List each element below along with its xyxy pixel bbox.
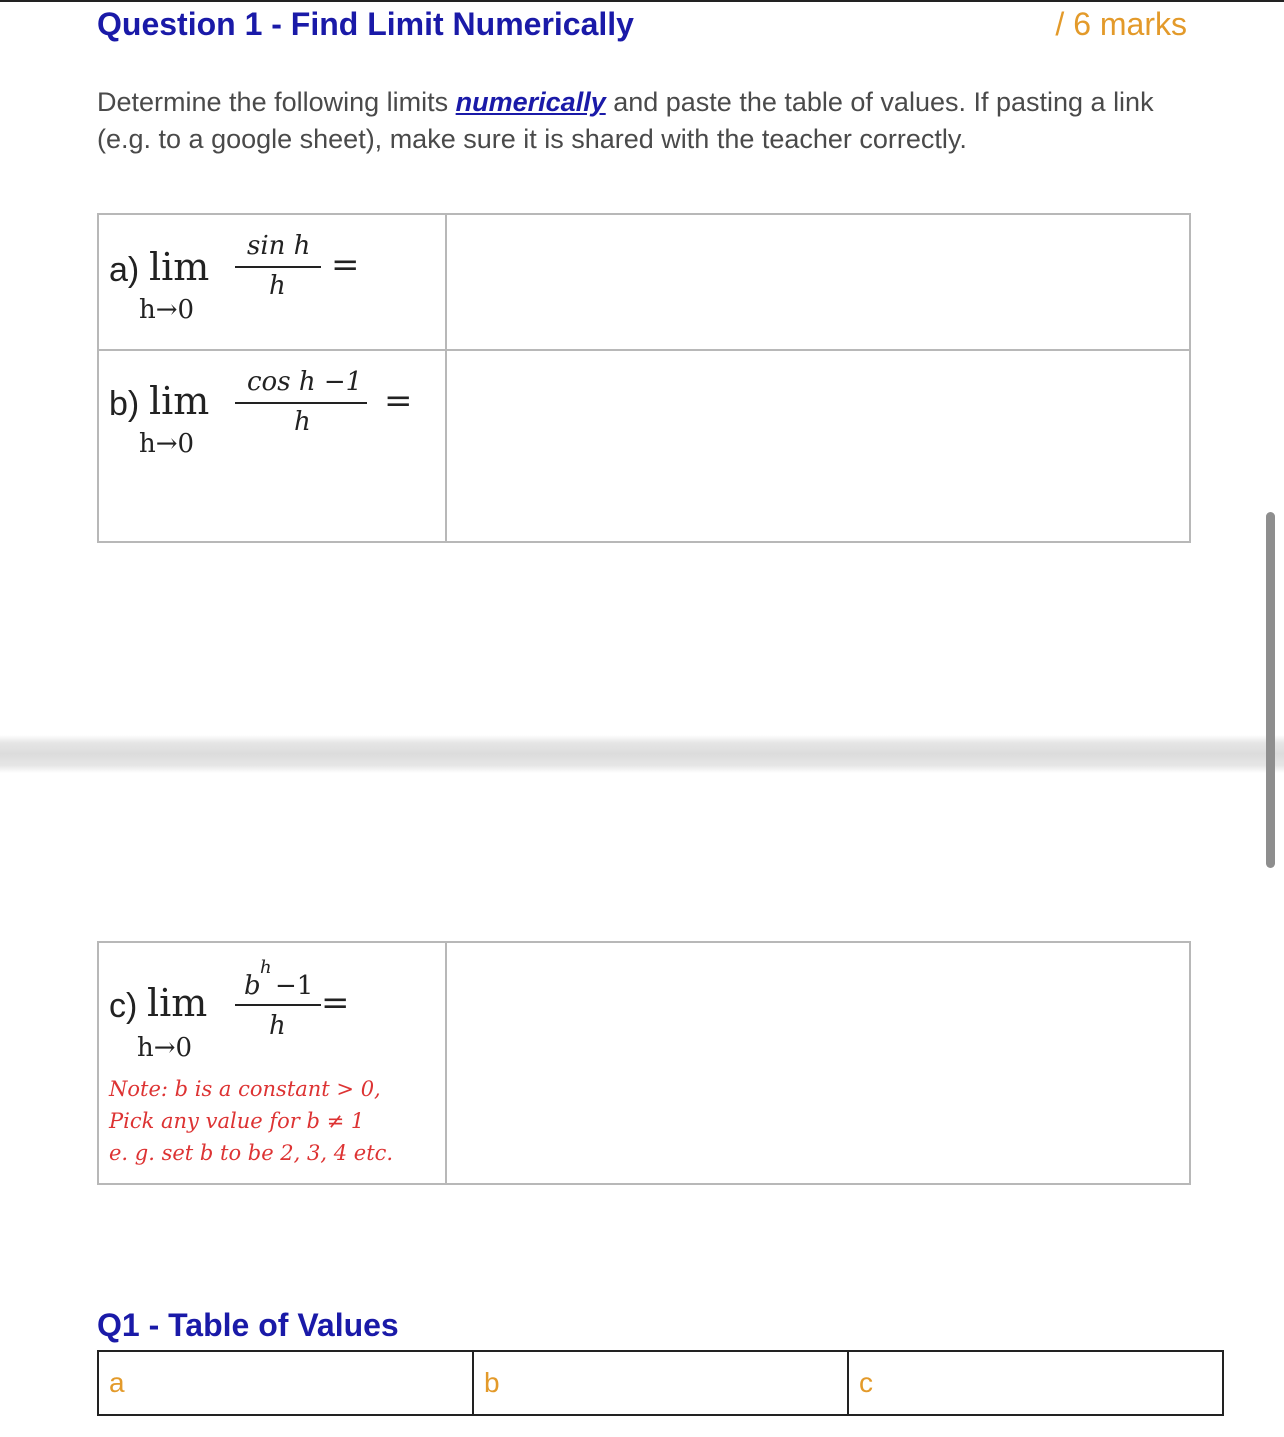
note-line-3: e. g. set b to be 2, 3, 4 etc. [109, 1141, 394, 1165]
limits-table-ab [97, 213, 1191, 543]
limit-c-numerator-exponent: h [260, 957, 272, 978]
limit-a-equals: = [331, 245, 360, 285]
limit-b-lim: lim [149, 379, 210, 423]
limit-b-subscript: h→0 [139, 429, 195, 459]
answer-a-cell[interactable] [446, 214, 1190, 350]
instructions-text-start: Determine the following limits [97, 87, 456, 117]
limit-a-numerator: sin h [247, 231, 311, 261]
limit-c-fraction-bar [235, 1004, 321, 1006]
limit-a-lim: lim [149, 245, 210, 289]
page-break-separator [0, 735, 1284, 773]
tov-column-c[interactable]: c [848, 1351, 1223, 1415]
limit-a-expression [98, 214, 446, 350]
instructions-text-end: and paste the table of values. If pasting a link (e.g. to a google sheet), make sure it is shared with the teacher correctly. [97, 87, 1154, 154]
limit-b-label: b) [109, 385, 140, 423]
limit-b-denominator: h [294, 407, 311, 437]
limit-c-lim: lim [147, 981, 208, 1025]
vertical-scrollbar[interactable] [1266, 512, 1275, 868]
limits-table-c [97, 941, 1191, 1185]
limit-c-label: c) [109, 987, 138, 1025]
answer-c-cell[interactable] [446, 942, 1190, 1184]
table-of-values-title: Q1 - Table of Values [97, 1307, 399, 1343]
instructions [97, 84, 1197, 158]
limit-c-numerator-rest: −1 [275, 971, 314, 1001]
limit-c-expression [98, 942, 446, 1184]
limit-a-label: a) [109, 251, 140, 289]
limit-b-expression [98, 350, 446, 542]
limit-b-numerator: cos h −1 [247, 367, 363, 397]
note-line-2: Pick any value for b ≠ 1 [109, 1109, 365, 1133]
numerically-link[interactable]: numerically [455, 87, 606, 117]
limit-row-a [98, 214, 1190, 350]
limit-b-equals: = [384, 381, 413, 421]
limit-row-c [98, 942, 1190, 1184]
limit-row-b [98, 350, 1190, 542]
answer-b-cell[interactable] [446, 350, 1190, 542]
limit-c-numerator-base: b [244, 971, 261, 1001]
marks-label: / 6 marks [1055, 6, 1187, 42]
table-of-values [97, 1350, 1224, 1416]
limit-c-subscript: h→0 [137, 1033, 193, 1063]
limit-b-fraction-bar [235, 402, 367, 404]
tov-column-b[interactable]: b [473, 1351, 848, 1415]
limit-a-fraction-bar [235, 266, 321, 268]
limit-a-denominator: h [269, 271, 286, 301]
note-line-1: Note: b is a constant > 0, [109, 1077, 381, 1101]
question-title: Question 1 - Find Limit Numerically [97, 6, 634, 42]
limit-c-equals: = [321, 983, 350, 1023]
limit-a-subscript: h→0 [139, 295, 195, 325]
limit-c-denominator: h [269, 1011, 286, 1041]
table-of-values-row [98, 1351, 1223, 1415]
tov-column-a[interactable]: a [98, 1351, 473, 1415]
top-border [0, 0, 1284, 2]
